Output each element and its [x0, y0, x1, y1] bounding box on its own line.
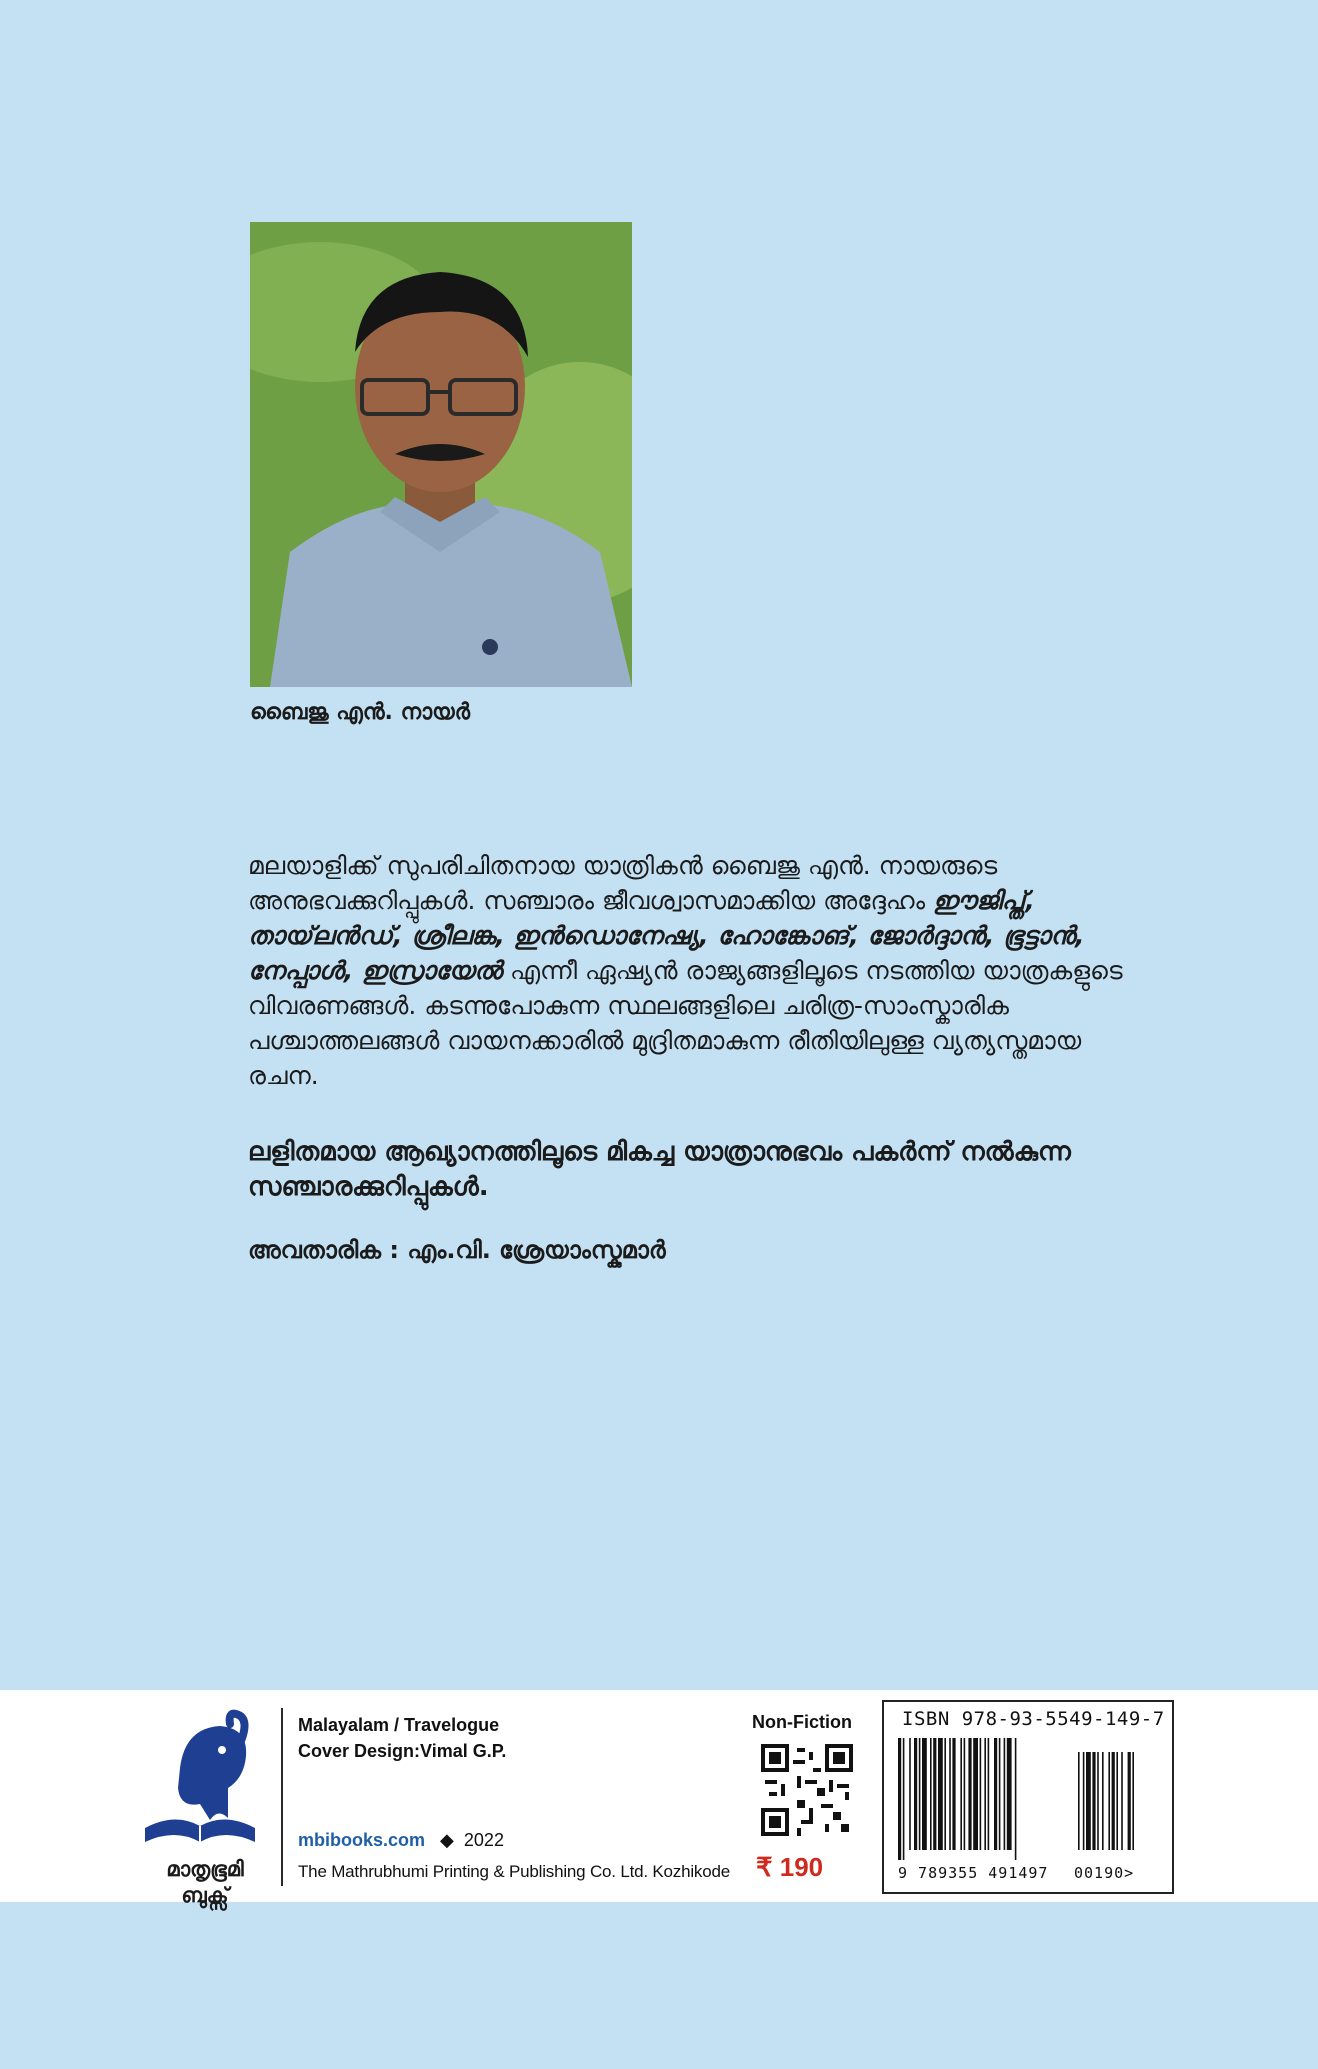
blurb-places: ഈജിപ്ത്, തായ്‌ലൻഡ്, ശ്രീലങ്ക, ഇൻഡൊനേഷ്യ, ഹോങ്കോങ്, ജോർദ്ദാൻ, ഭൂട്ടാൻ, നേപ്പാൾ, ഇസ്രായേൽ: [248, 886, 1085, 985]
cover-design-credit: Cover Design:Vimal G.P.: [298, 1741, 507, 1761]
footer-strip: [0, 1690, 1318, 1907]
blurb-intro: മലയാളിക്ക് സുപരിചിതനായ യാത്രികൻ ബൈജു എൻ. നായരുടെ അനുഭവക്കുറിപ്പുകൾ. സഞ്ചാരം ജീവശ്വാസമാക്കിയ അദ്ദേഹം: [248, 851, 998, 915]
qr-code-icon[interactable]: [757, 1740, 857, 1840]
book-blurb: [248, 848, 1128, 1268]
publication-year: 2022: [463, 1830, 504, 1850]
genre-label: Non-Fiction: [752, 1712, 852, 1732]
logo-line-2: ബുക്സ്: [181, 1883, 229, 1907]
website-link[interactable]: mbibooks.com: [298, 1830, 426, 1850]
foreword-credit: അവതാരിക : എം.വി. ശ്രേയാംസ്കുമാർ: [248, 1236, 666, 1264]
barcode-icon: [898, 1738, 1160, 1864]
publisher-site-line: [298, 1830, 504, 1851]
diamond-icon: ◆: [440, 1830, 454, 1850]
author-photo: [250, 222, 632, 687]
logo-line-1: മാതൃഭൂമി: [166, 1857, 244, 1881]
book-meta: [298, 1712, 506, 1764]
blurb-highlight: ലളിതമായ ആഖ്യാനത്തിലൂടെ മികച്ച യാത്രാനുഭവം പകർന്ന് നൽകുന്ന സഞ്ചാരക്കുറിപ്പുകൾ.: [248, 1137, 1071, 1202]
publisher-logo-text: [140, 1856, 270, 1908]
elephant-book-icon: [140, 1708, 260, 1858]
barcode-digits: 9 789355 491497: [898, 1864, 1049, 1882]
isbn-barcode-box: [882, 1700, 1174, 1894]
blurb-paragraph: [248, 848, 1128, 1093]
price-label: ₹ 190: [756, 1852, 824, 1882]
book-category: Malayalam / Travelogue: [298, 1715, 500, 1735]
blurb-details: എന്നീ ഏഷ്യൻ രാജ്യങ്ങളിലൂടെ നടത്തിയ യാത്രകളുടെ വിവരണങ്ങൾ. കടന്നുപോകുന്ന സ്ഥലങ്ങളിലെ ചരിത്ര-സാംസ്കാരിക പശ്ചാത്തലങ്ങൾ വായനക്കാരിൽ മുദ്രിതമാകുന്ന രീതിയിലുള്ള വ്യത്യസ്തമായ രചന.: [248, 956, 1123, 1090]
addon-digits: 00190>: [1074, 1864, 1135, 1882]
publisher-logo: [140, 1708, 260, 1907]
publisher-name: The Mathrubhumi Printing & Publishing Co. Ltd. Kozhikode: [298, 1862, 730, 1881]
footer-divider: [281, 1708, 283, 1886]
isbn-number: ISBN 978-93-5549-149-7: [902, 1708, 1165, 1730]
author-portrait-illustration: [250, 222, 632, 687]
author-name-caption: ബൈജു എൻ. നായർ: [250, 700, 471, 725]
